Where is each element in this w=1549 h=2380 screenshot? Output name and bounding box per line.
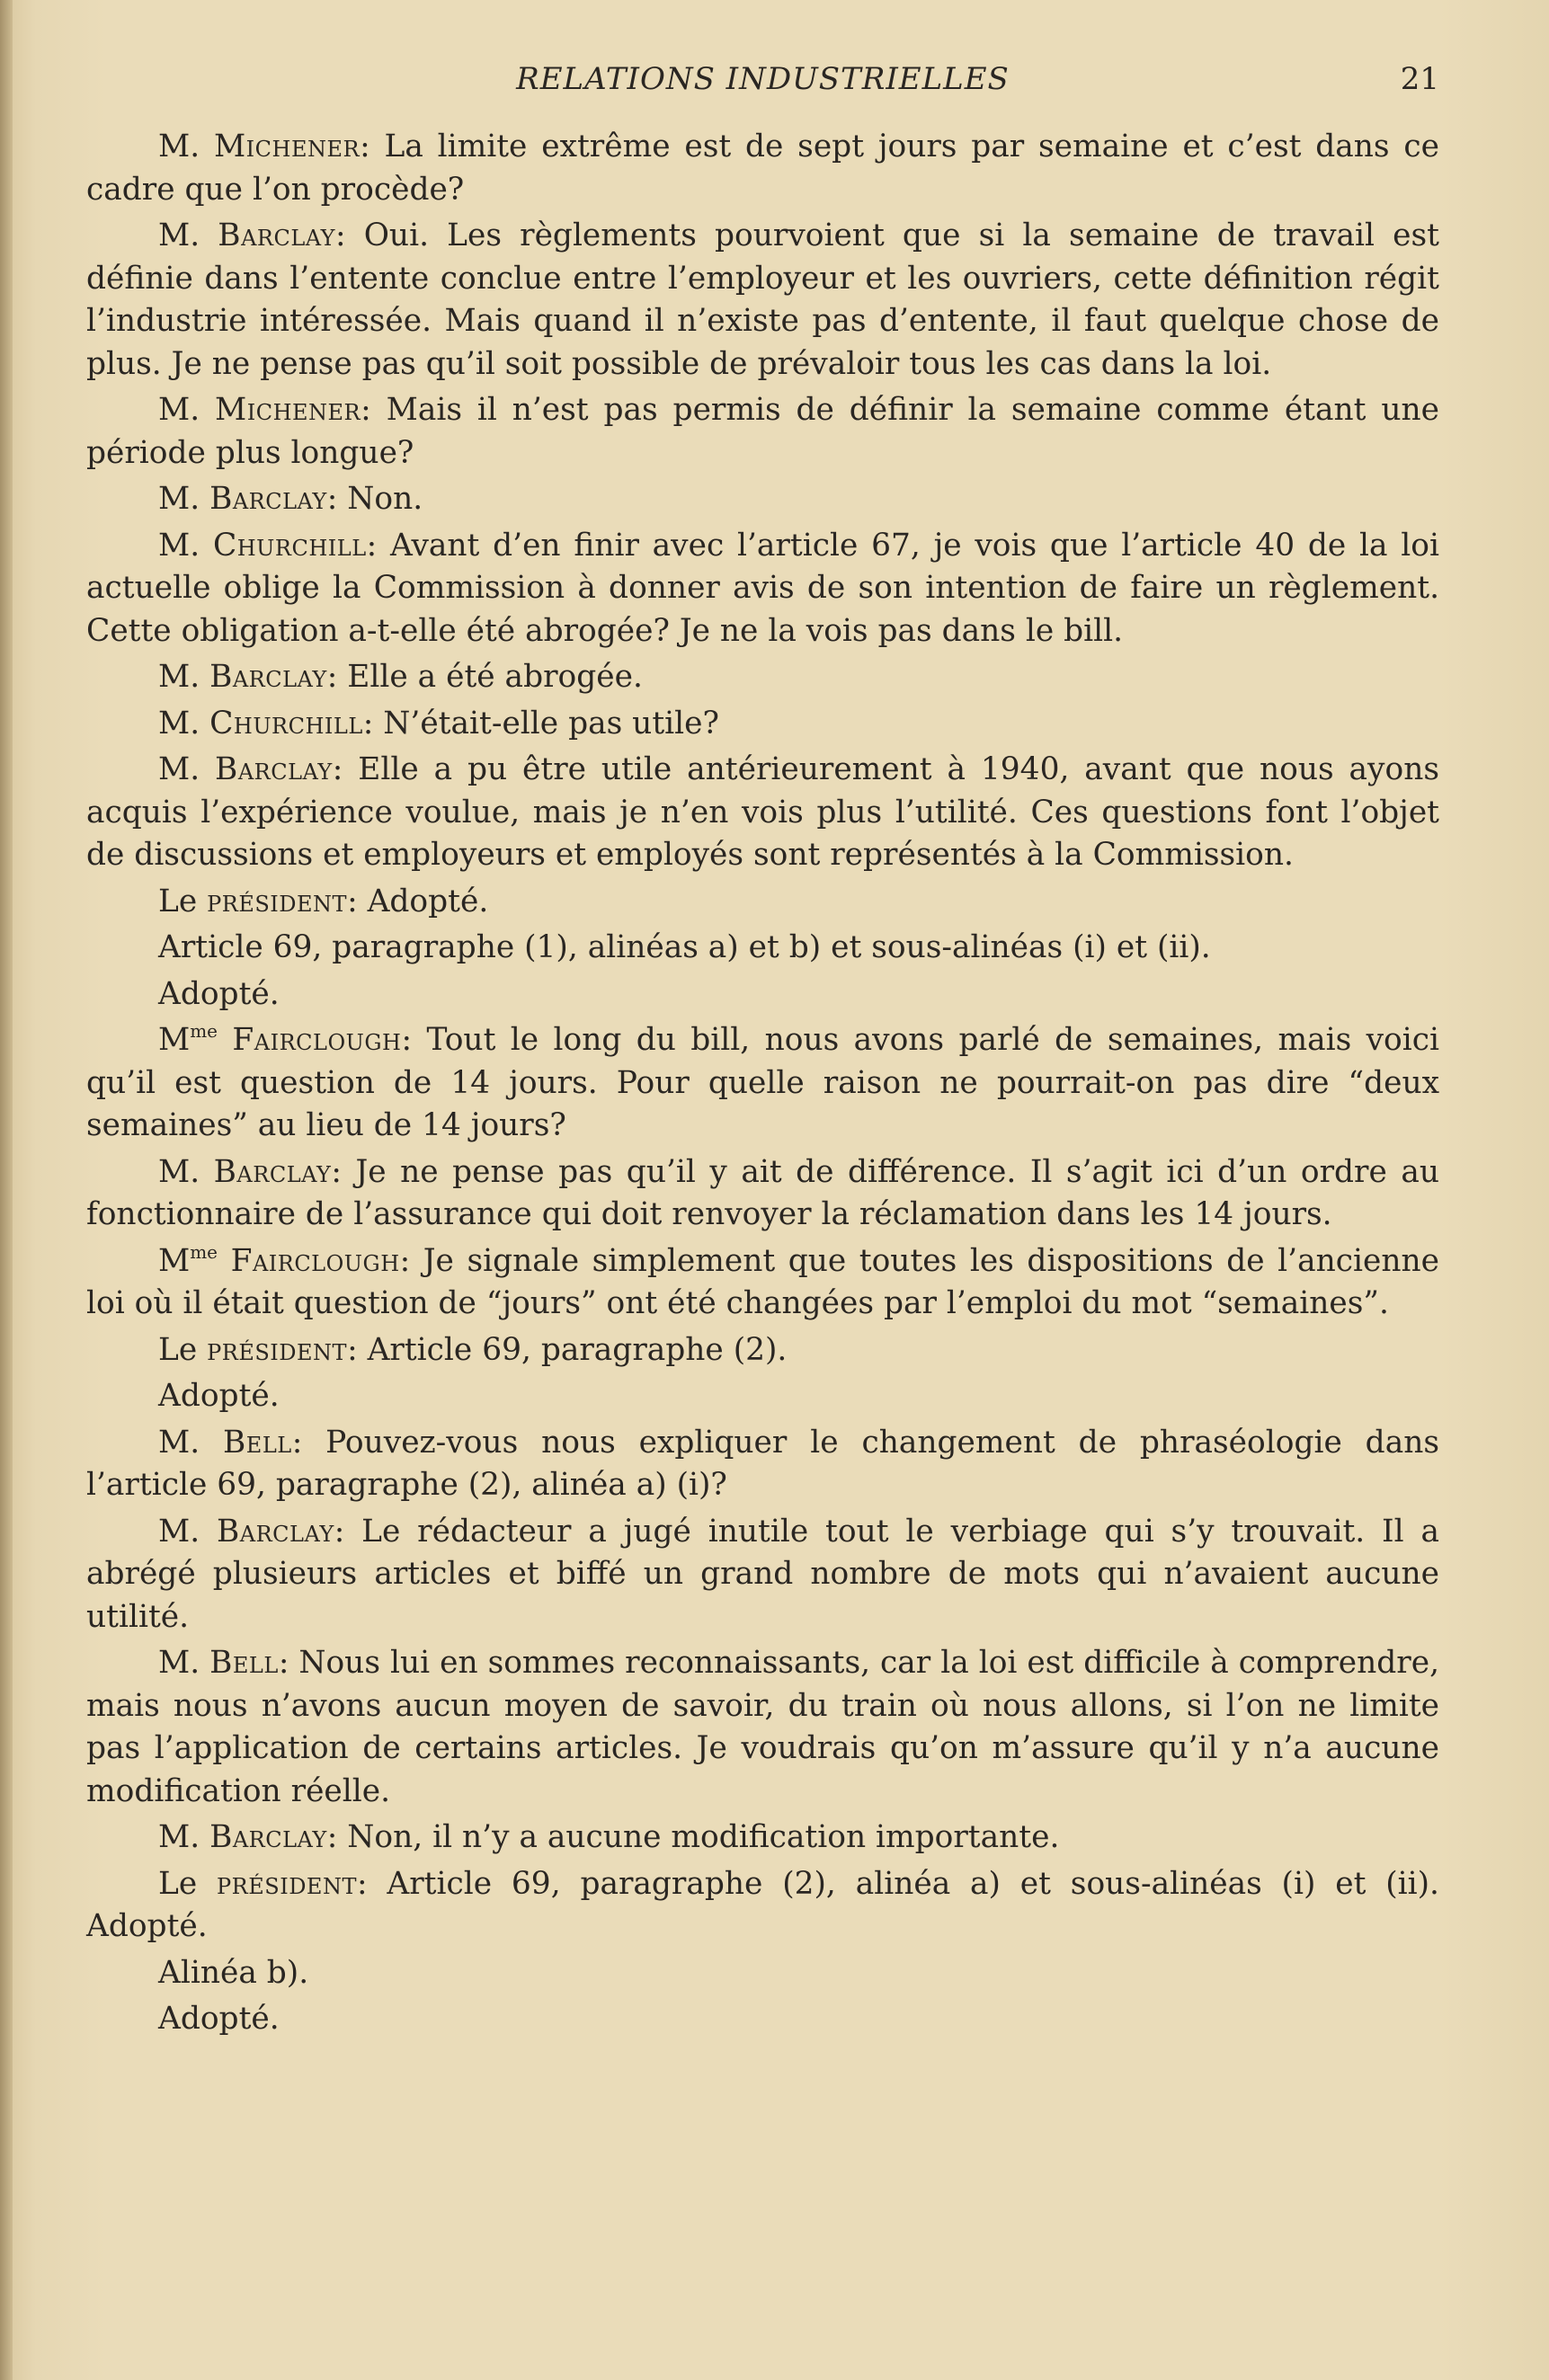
paragraph-text: : Article 69, paragraphe (2), alinéa a) et sous-alinéas (i) et (ii). Adopté.	[86, 1865, 1439, 1944]
paragraph	[86, 1375, 1439, 1418]
paragraph-text: : Tout le long du bill, nous avons parlé de semaines, mais voici qu’il est question de 14 jours. Pour quelle raison ne pourrait-on pas dire “deux semaines” au lieu de 14 jours?	[86, 1022, 1439, 1143]
paragraph	[86, 749, 1439, 877]
paragraph	[86, 1816, 1439, 1860]
paragraph	[86, 1511, 1439, 1639]
speaker-title: M.	[158, 218, 218, 253]
speaker-name: Barclay	[215, 751, 333, 787]
paragraph	[86, 126, 1439, 211]
paragraph	[86, 927, 1439, 970]
paragraph	[86, 703, 1439, 746]
paragraph-text: Article 69, paragraphe (1), alinéas a) et b) et sous-alinéas (i) et (ii).	[158, 929, 1211, 965]
page-spine-edge	[0, 0, 13, 2380]
paragraph	[86, 215, 1439, 386]
paragraph	[86, 1863, 1439, 1949]
speaker-name: Churchill	[212, 527, 367, 564]
speaker-name: Barclay	[209, 1819, 327, 1855]
speaker-title: M.	[158, 392, 216, 428]
paragraph-text: : Pouvez-vous nous expliquer le changement de phraséologie dans l’article 69, paragraphe (2), alinéa a) (i)?	[86, 1424, 1439, 1503]
paragraph	[86, 525, 1439, 653]
speaker-name: Barclay	[209, 481, 327, 517]
speaker-title: M.	[158, 1819, 210, 1855]
speaker-title: M.	[158, 527, 213, 564]
speaker-name: président	[207, 1331, 348, 1368]
paragraph	[86, 656, 1439, 699]
paragraph-text: : Non, il n’y a aucune modification importante.	[326, 1819, 1060, 1855]
speaker-name: Barclay	[217, 1513, 334, 1550]
paragraph-text: : Elle a pu être utile antérieurement à 1940, avant que nous ayons acquis l’expérience voulue, mais je n’en vois plus l’utilité. Ces questions font l’objet de discussions et employeurs et employés sont représentés à la Commission.	[86, 751, 1439, 873]
speaker-title: M.	[158, 659, 210, 695]
paragraph-text: Adopté.	[158, 1378, 280, 1414]
paragraph-text: : Je signale simplement que toutes les dispositions de l’ancienne loi où il était question de “jours” ont été changées par l’emploi du mot “semaines”.	[86, 1242, 1439, 1321]
paragraph	[86, 973, 1439, 1017]
paragraph	[86, 1240, 1439, 1326]
speaker-name: Michener	[215, 392, 361, 428]
speaker-title: M	[158, 1022, 191, 1058]
paragraph	[86, 1952, 1439, 1995]
speaker-name: Bell	[223, 1424, 292, 1461]
speaker-title-space	[218, 1243, 231, 1279]
speaker-title: M.	[158, 1513, 217, 1550]
speaker-title: M.	[158, 1153, 214, 1190]
speaker-title-superscript: me	[190, 1020, 218, 1042]
speaker-title-superscript: me	[190, 1240, 218, 1263]
speaker-title: M.	[158, 751, 216, 787]
speaker-title: M.	[158, 1424, 224, 1461]
paragraph-text: Alinéa b).	[158, 1954, 309, 1991]
paragraph	[86, 1422, 1439, 1507]
page-body	[86, 126, 1439, 2045]
paragraph-text: : Non.	[326, 481, 423, 517]
paragraph-text: : Le rédacteur a jugé inutile tout le verbiage qui s’y trouvait. Il a abrégé plusieurs articles et biffé un grand nombre de mots qui n’avaient aucune utilité.	[86, 1513, 1439, 1635]
speaker-title: Le	[158, 1865, 218, 1902]
paragraph	[86, 1642, 1439, 1813]
speaker-title: M.	[158, 705, 210, 742]
running-title: RELATIONS INDUSTRIELLES	[516, 61, 1010, 97]
paragraph-text: : Avant d’en finir avec l’article 67, je vois que l’article 40 de la loi actuelle oblige la Commission à donner avis de son intention de faire un règlement. Cette obligation a-t-elle été abrogée? Je ne la vois pas dans le bill.	[86, 527, 1439, 649]
paragraph-text: : Je ne pense pas qu’il y ait de différence. Il s’agit ici d’un ordre au fonctionnaire de l’assurance qui doit renvoyer la réclamation dans les 14 jours.	[86, 1153, 1439, 1232]
speaker-title: M.	[158, 481, 210, 517]
paragraph	[86, 389, 1439, 475]
paragraph-text: Adopté.	[158, 2001, 280, 2037]
paragraph	[86, 881, 1439, 924]
speaker-name: Michener	[213, 129, 361, 164]
paragraph-text: : La limite extrême est de sept jours par semaine et c’est dans ce cadre que l’on procède?	[86, 129, 1440, 208]
speaker-title: M.	[158, 1645, 210, 1681]
paragraph	[86, 1151, 1439, 1237]
paragraph-text: : Article 69, paragraphe (2).	[347, 1331, 788, 1368]
speaker-name: Barclay	[209, 659, 327, 695]
speaker-name: président	[207, 883, 348, 919]
page-header	[86, 61, 1439, 106]
speaker-title: M.	[158, 129, 214, 164]
paragraph	[86, 1329, 1439, 1372]
speaker-name: Barclay	[213, 1153, 332, 1190]
speaker-name: Fairclough	[230, 1242, 400, 1279]
paragraph-text: : Mais il n’est pas permis de définir la semaine comme étant une période plus longue?	[86, 392, 1439, 471]
paragraph-text: : Adopté.	[347, 883, 489, 919]
paragraph-text: : Nous lui en sommes reconnaissants, car la loi est difficile à comprendre, mais nous n’avons aucun moyen de savoir, du train où nous allons, si l’on ne limite pas l’application de certains articles. Je voudrais qu’on m’assure qu’il y n’a aucune modification réelle.	[86, 1645, 1440, 1809]
paragraph	[86, 478, 1439, 521]
speaker-name: Churchill	[209, 705, 363, 742]
speaker-title: M	[158, 1242, 191, 1279]
speaker-title: Le	[158, 1331, 208, 1368]
page-number: 21	[1400, 61, 1439, 97]
speaker-title: Le	[158, 883, 208, 919]
speaker-name: président	[217, 1865, 357, 1902]
paragraph-text: : N’était-elle pas utile?	[362, 705, 719, 742]
speaker-name: Fairclough	[232, 1022, 402, 1058]
paragraph-text: Adopté.	[158, 975, 280, 1012]
paragraph-text: : Elle a été abrogée.	[326, 659, 643, 695]
paragraph	[86, 1019, 1439, 1148]
paragraph-text: : Oui. Les règlements pourvoient que si la semaine de travail est définie dans l’entente conclue entre l’employeur et les ouvriers, cette définition régit l’industrie intéressée. Mais quand il n’existe pas d’entente, il faut quelque chose de plus. Je ne pense pas qu’il soit possible de prévaloir tous les cas dans la loi.	[86, 218, 1439, 382]
speaker-name: Barclay	[218, 218, 335, 253]
speaker-name: Bell	[209, 1645, 279, 1681]
paragraph	[86, 1998, 1439, 2041]
speaker-title-space	[218, 1022, 232, 1058]
